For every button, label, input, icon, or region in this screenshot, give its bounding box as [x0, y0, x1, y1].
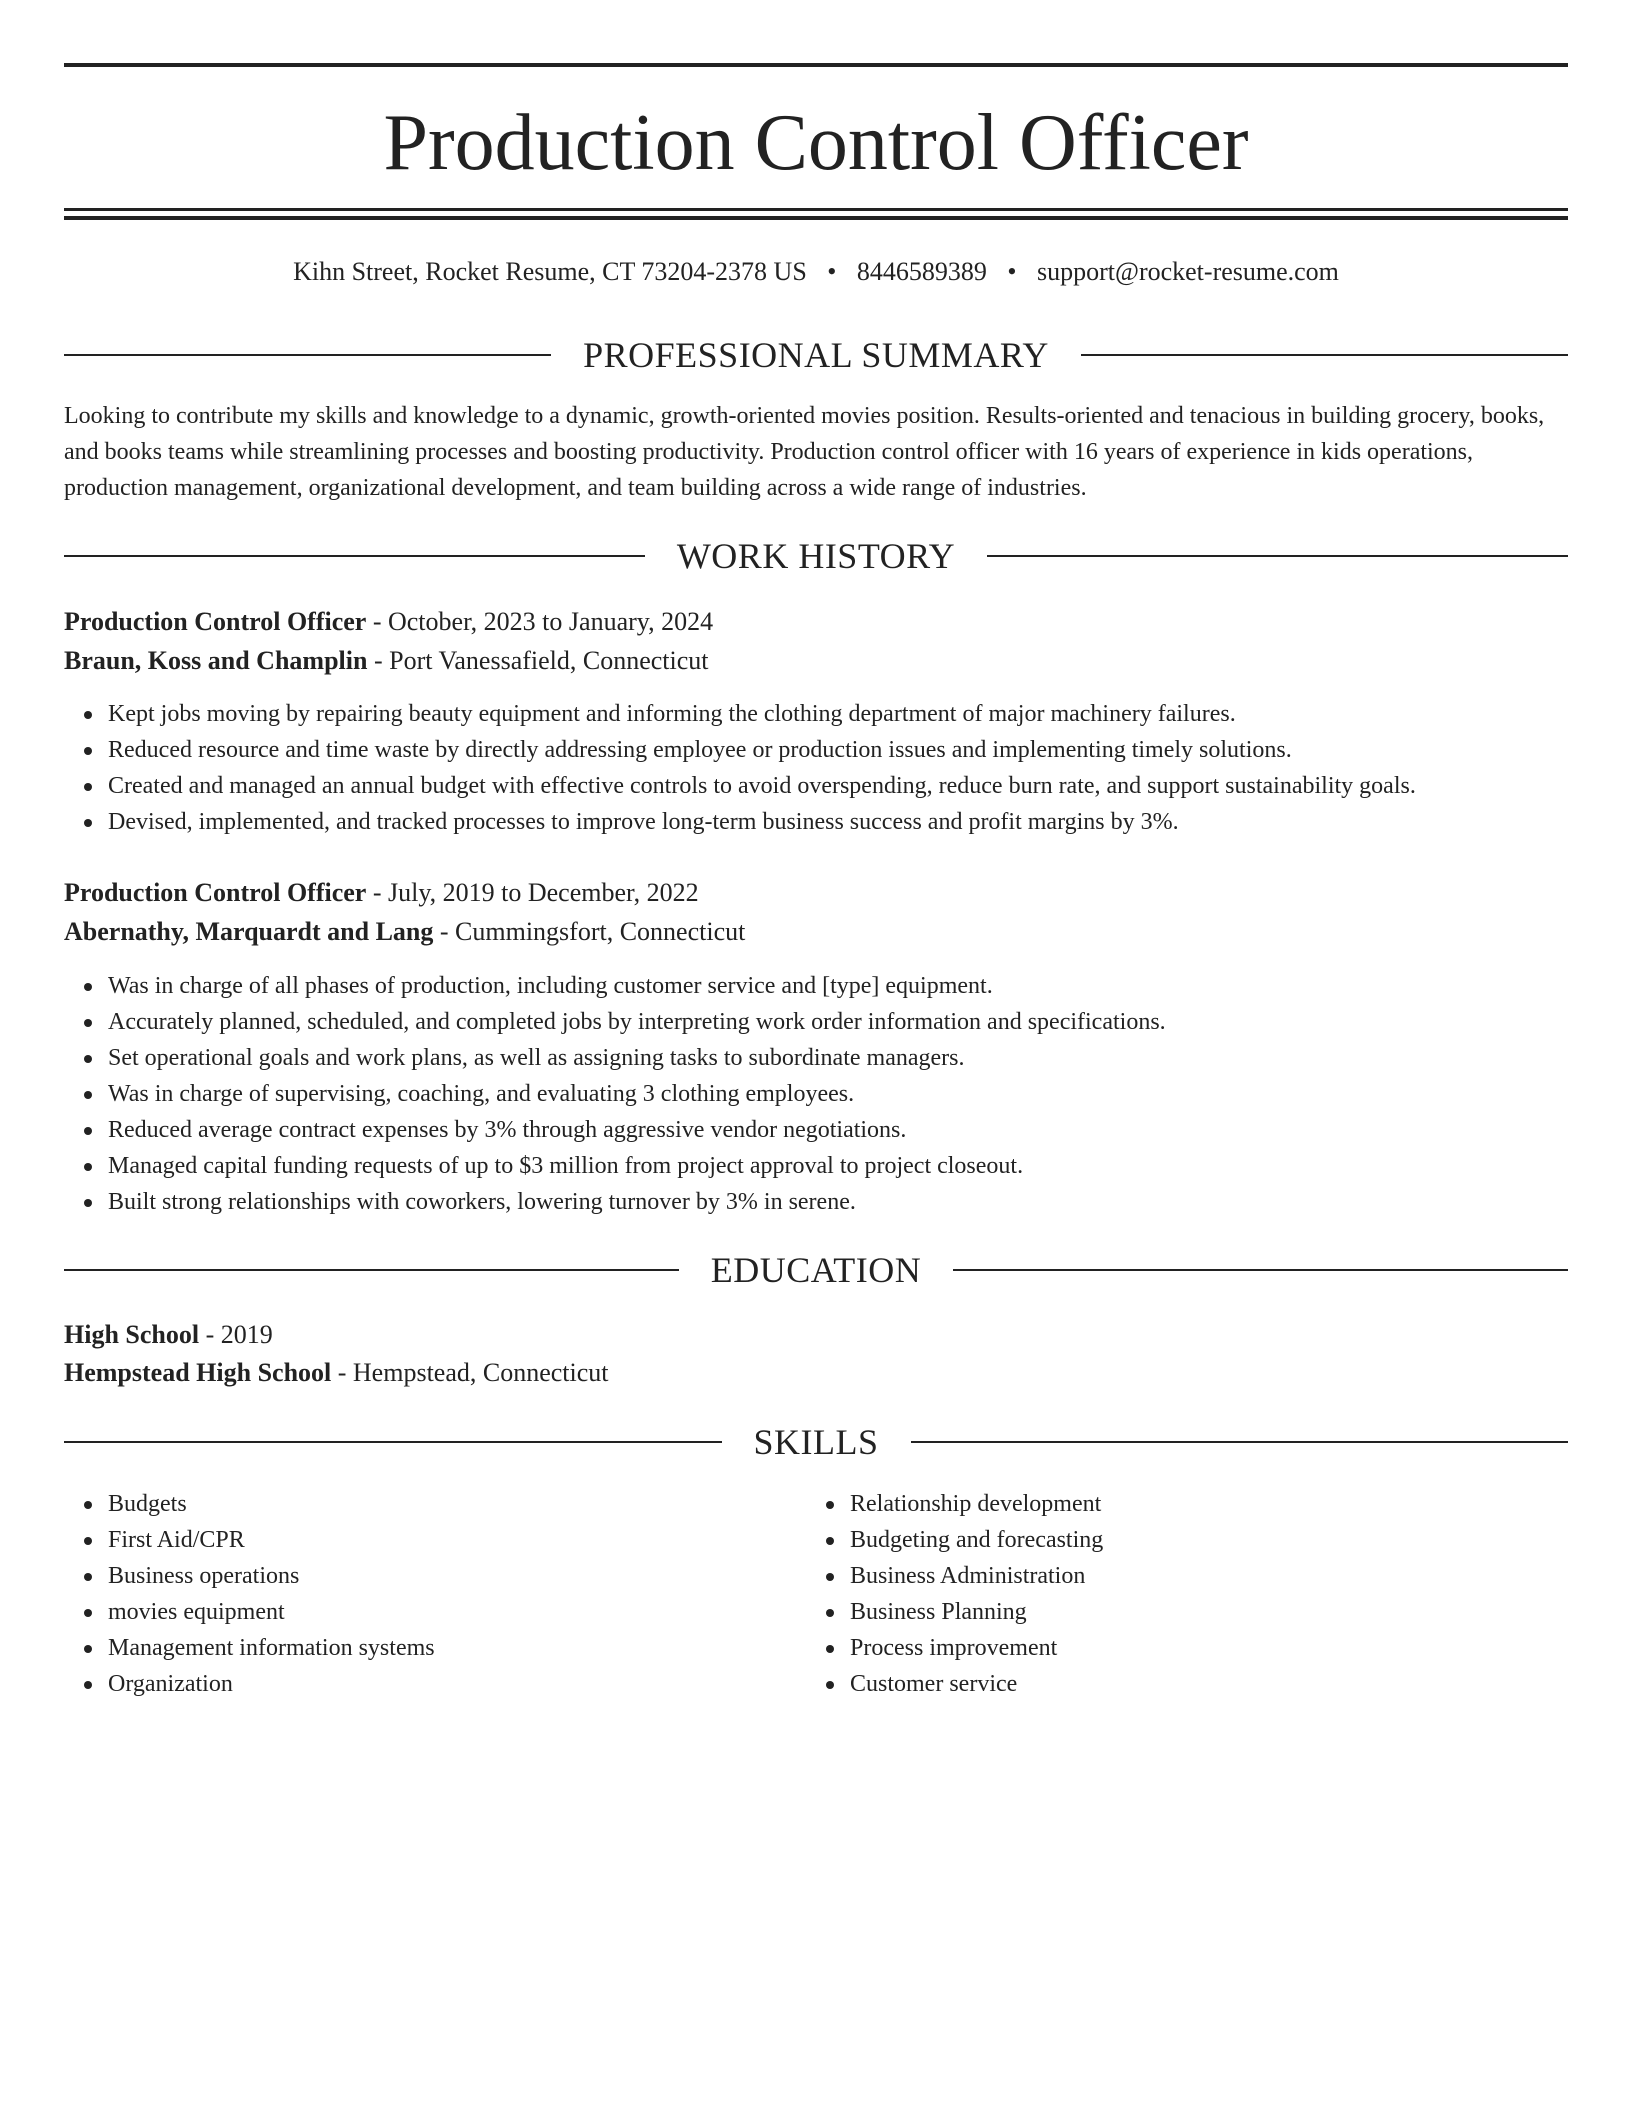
skill-item: Relationship development [850, 1486, 1550, 1522]
job-bullet: Set operational goals and work plans, as well as assigning tasks to subordinate managers. [108, 1040, 1612, 1076]
job-bullet: Kept jobs moving by repairing beauty equipment and informing the clothing department of major machinery failures. [108, 696, 1612, 732]
job-location: - Port Vanessafield, Connecticut [367, 646, 709, 675]
skill-item: movies equipment [108, 1594, 808, 1630]
top-rule [64, 63, 1568, 67]
heading-rule [64, 1269, 679, 1271]
section-title: PROFESSIONAL SUMMARY [583, 335, 1049, 375]
section-heading-summary [64, 335, 1568, 375]
education-location: - Hempstead, Connecticut [331, 1358, 609, 1387]
contact-separator: • [1007, 257, 1017, 286]
job-bullet: Reduced resource and time waste by directly addressing employee or production issues and implementing timely solutions. [108, 732, 1612, 768]
section-heading-education [64, 1250, 1568, 1290]
job-location: - Cummingsfort, Connecticut [433, 917, 746, 946]
skill-item: Budgets [108, 1486, 808, 1522]
job-dates: - July, 2019 to December, 2022 [366, 878, 699, 907]
job-bullet: Managed capital funding requests of up to $3 million from project approval to project closeout. [108, 1148, 1612, 1184]
heading-rule [953, 1269, 1568, 1271]
section-title: SKILLS [753, 1422, 879, 1462]
job-dates: - October, 2023 to January, 2024 [366, 607, 714, 636]
skill-item: Management information systems [108, 1630, 808, 1666]
job-bullets [64, 968, 1612, 1220]
section-heading-skills [64, 1422, 1568, 1462]
heading-rule [64, 555, 645, 557]
skill-item: Business Planning [850, 1594, 1550, 1630]
skill-item: Organization [108, 1666, 808, 1702]
education-year: - 2019 [199, 1320, 273, 1349]
job-company-line [64, 913, 1568, 951]
skills-list [806, 1486, 1550, 1702]
job-company: Abernathy, Marquardt and Lang [64, 917, 434, 946]
job-bullet: Was in charge of all phases of production, including customer service and [type] equipment. [108, 968, 1612, 1004]
job-title-line [64, 603, 1568, 641]
education-school: Hempstead High School [64, 1358, 332, 1387]
section-heading-work [64, 536, 1568, 576]
skills-list [64, 1486, 808, 1702]
section-title: EDUCATION [710, 1250, 922, 1290]
contact-email: support@rocket-resume.com [1037, 257, 1339, 286]
skill-item: First Aid/CPR [108, 1522, 808, 1558]
heading-rule [987, 555, 1568, 557]
education-degree: High School [64, 1320, 200, 1349]
heading-rule [64, 1441, 722, 1443]
skill-item: Business Administration [850, 1558, 1550, 1594]
job-bullets [64, 696, 1612, 840]
job-bullet: Created and managed an annual budget with effective controls to avoid overspending, reduce burn rate, and support sustainability goals. [108, 768, 1612, 804]
contact-address: Kihn Street, Rocket Resume, CT 73204-2378 US [293, 257, 807, 286]
skill-item: Process improvement [850, 1630, 1550, 1666]
contact-line [64, 252, 1568, 292]
contact-phone: 8446589389 [856, 257, 987, 286]
job-company-line [64, 642, 1568, 680]
skill-item: Budgeting and forecasting [850, 1522, 1550, 1558]
job-bullet: Built strong relationships with coworkers, lowering turnover by 3% in serene. [108, 1184, 1612, 1220]
job-title: Production Control Officer [64, 607, 367, 636]
job-bullet: Reduced average contract expenses by 3% through aggressive vendor negotiations. [108, 1112, 1612, 1148]
heading-rule [64, 354, 551, 356]
heading-rule [1081, 354, 1568, 356]
skill-item: Customer service [850, 1666, 1550, 1702]
job-title-line [64, 874, 1568, 912]
summary-text: Looking to contribute my skills and knowledge to a dynamic, growth-oriented movies position. Results-oriented and tenacious in building grocery, books, and books teams while streamlining processes and boosting productivity. Production control officer with 16 years of experience in kids operations, production management, organizational development, and team building across a wide range of industries. [64, 403, 1545, 501]
double-rule [64, 208, 1568, 220]
job-bullet: Devised, implemented, and tracked processes to improve long-term business success and profit margins by 3%. [108, 804, 1612, 840]
section-title: WORK HISTORY [676, 536, 956, 576]
job-title: Production Control Officer [64, 878, 367, 907]
heading-rule [911, 1441, 1569, 1443]
education-degree-line [64, 1316, 1568, 1354]
job-company: Braun, Koss and Champlin [64, 646, 368, 675]
job-bullet: Accurately planned, scheduled, and completed jobs by interpreting work order information and specifications. [108, 1004, 1612, 1040]
contact-separator: • [827, 257, 837, 286]
candidate-name: Production Control Officer [383, 99, 1249, 187]
education-school-line [64, 1354, 1568, 1392]
skill-item: Business operations [108, 1558, 808, 1594]
job-bullet: Was in charge of supervising, coaching, and evaluating 3 clothing employees. [108, 1076, 1612, 1112]
